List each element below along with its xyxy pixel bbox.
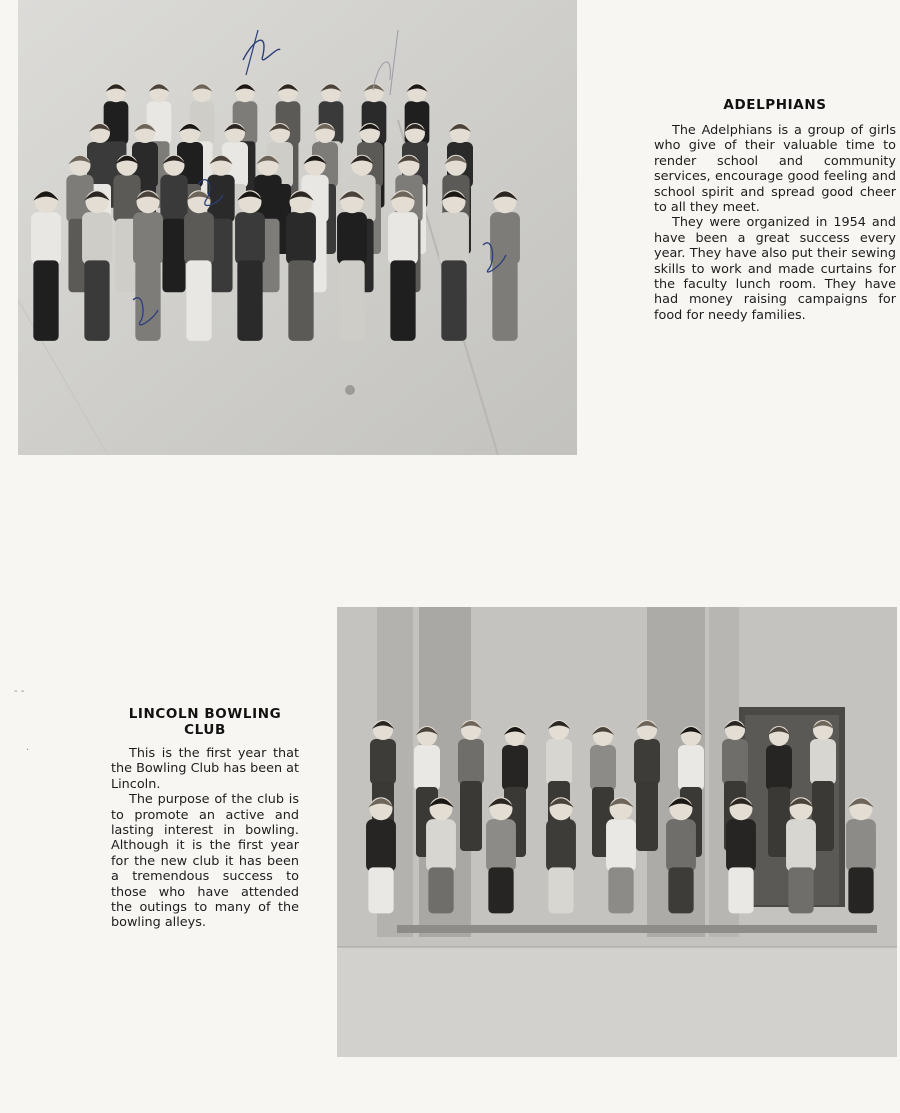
bowling-paragraph-2: The purpose of the club is to promote an active and lasting interest in bowling. Although it is the first year for the new club it has been a tremendous success to those who have attended the outings to many of the bowling alleys. [111, 792, 299, 931]
bowling-paragraph-1: This is the first year that the Bowling Club has been at Lincoln. [111, 746, 299, 792]
person-figure [490, 190, 520, 341]
person-figure [634, 720, 660, 851]
adelphians-paragraph-2: They were organized in 1954 and have been a great success every year. They have also put their sewing skills to work and made curtains for the faculty lunch room. They have had money raising campaigns for food for needy families. [654, 215, 896, 323]
adelphians-paragraph-1: The Adelphians is a group of girls who give of their valuable time to render school and community services, encourage good feeling and school spirit and spread good cheer to all they meet. [654, 123, 896, 216]
bowling-club-group-photo [337, 607, 897, 1057]
paper-speck: · [26, 745, 30, 756]
adelphians-description [654, 123, 896, 323]
person-figure [286, 190, 316, 341]
person-figure [388, 190, 418, 341]
bowling-photo-drawing [337, 607, 897, 1057]
adelphians-heading: ADELPHIANS [723, 97, 827, 113]
adelphians-photo-drawing [18, 0, 577, 455]
bowling-club-heading: LINCOLN BOWLING CLUB [128, 706, 282, 738]
person-figure [439, 190, 469, 341]
person-figure [184, 190, 214, 341]
bowling-club-description [111, 746, 299, 931]
person-figure [337, 190, 367, 341]
person-figure [31, 190, 61, 341]
person-figure [133, 190, 163, 341]
person-figure [160, 155, 187, 293]
paper-speck: - - [14, 686, 25, 697]
adelphians-group-photo [18, 0, 577, 455]
person-figure [235, 190, 265, 341]
person-figure [82, 190, 112, 341]
person-figure [458, 720, 484, 851]
